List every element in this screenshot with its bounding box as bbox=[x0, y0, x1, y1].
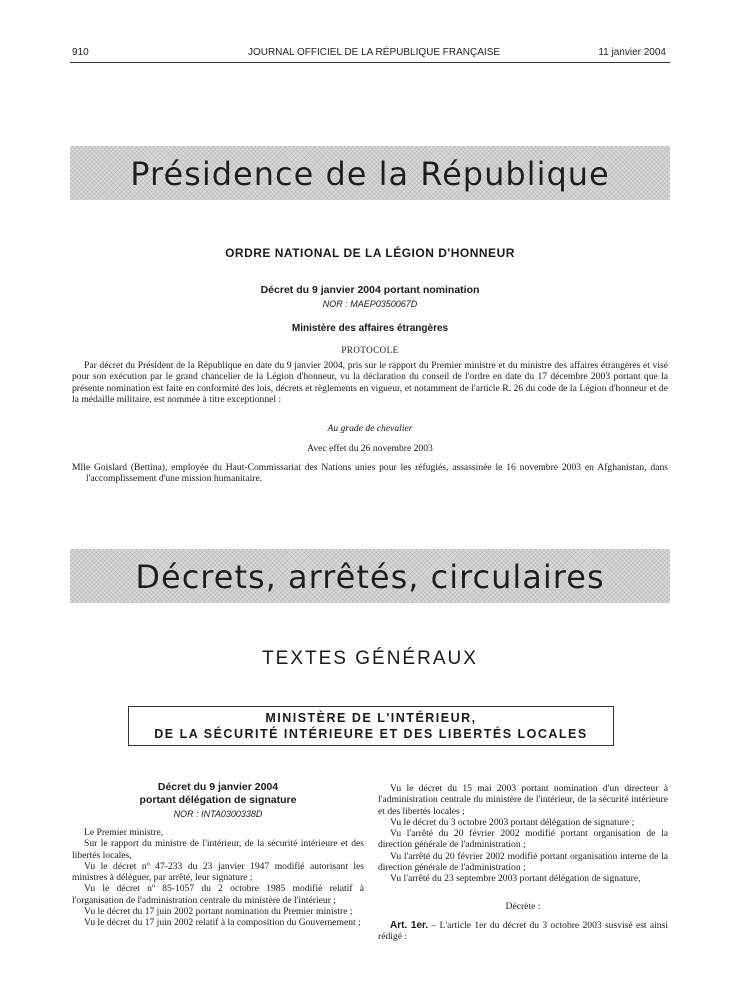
decree-title: Décret du 9 janvier 2004 portant nomination bbox=[260, 284, 480, 296]
effect-line: Avec effet du 26 novembre 2003 bbox=[307, 443, 433, 454]
paragraph: Vu le décret du 3 octobre 2003 portant délégation de signature ; bbox=[390, 816, 635, 828]
section-subtitle: TEXTES GÉNÉRAUX bbox=[262, 648, 478, 669]
ministry-title: Ministère des affaires étrangères bbox=[291, 323, 449, 334]
ministry-line-2: DE LA SÉCURITÉ INTÉRIEURE ET DES LIBERTÉS LOCALES bbox=[154, 727, 588, 741]
decree2-title-line2: portant délégation de signature bbox=[139, 794, 297, 806]
section-banner-presidence bbox=[70, 146, 670, 200]
ministry-box bbox=[128, 706, 614, 746]
paragraph: Vu le décret du 15 mai 2003 portant nomination d'un directeur à l'administration centrale du ministère de l'intérieur, de la sécurité intérieure et des libertés locales ; bbox=[378, 783, 668, 817]
nominee-paragraph: Mlle Goislard (Bettina), employée du Haut-Commissariat des Nations unies pour les réfugiés, assassinée le 16 novembre 2003 en Afghanistan, dans l'accomplissement d'une mission humanitaire. bbox=[72, 462, 668, 485]
header-rule bbox=[70, 62, 670, 63]
decree2-title-line1: Décret du 9 janvier 2004 bbox=[157, 781, 279, 793]
grade-line: Au grade de chevalier bbox=[327, 423, 413, 434]
left-column bbox=[72, 781, 364, 929]
decrete-line: Décrète : bbox=[505, 900, 541, 912]
decree2-nor: NOR : INTA0300338D bbox=[173, 809, 263, 819]
paragraph: Vu le décret du 17 juin 2002 portant nomination du Premier ministre ; bbox=[84, 906, 353, 918]
ministry-line-1: MINISTÈRE DE L'INTÉRIEUR, bbox=[265, 711, 477, 725]
article-label: Art. 1er. bbox=[390, 919, 429, 931]
decree-paragraph: Par décret du Président de la République en date du 9 janvier 2004, pris sur le rapport du Premier ministre et du ministre des affaires étrangères et visé pour son exécution par le grand chancelier de la Légion d'honneur, vu la déclaration du conseil de l'ordre en date du 17 décembre 2003 portant que la présente nomination est faite en conformité des lois, décrets et règlements en vigueur, et notamment de l'article R. 26 du code de la Légion d'honneur et de la médaille militaire, est nommée à titre exceptionnel : bbox=[72, 360, 668, 405]
issue-date: 11 janvier 2004 bbox=[598, 47, 666, 58]
paragraph: Le Premier ministre, bbox=[84, 827, 164, 838]
banner-title: Présidence de la République bbox=[130, 155, 610, 193]
paragraph: Vu l'arrêté du 20 février 2002 modifié portant organisation de la direction générale de l'administration ; bbox=[378, 828, 668, 851]
article-text: – L'article 1er du décret du 3 octobre 2003 susvisé est ainsi rédigé : bbox=[378, 919, 669, 942]
paragraph: Vu l'arrêté du 23 septembre 2003 portant délégation de signature, bbox=[390, 873, 641, 885]
section-banner-decrets bbox=[70, 549, 670, 603]
banner-title: Décrets, arrêtés, circulaires bbox=[135, 558, 605, 596]
paragraph: Vu le décret du 17 juin 2002 relatif à la composition du Gouvernement ; bbox=[84, 917, 361, 929]
right-column bbox=[378, 783, 668, 942]
order-title: ORDRE NATIONAL DE LA LÉGION D'HONNEUR bbox=[225, 246, 515, 260]
paragraph: Vu le décret nº 47-233 du 23 janvier 1947 modifié autorisant les ministres à déléguer, par arrêté, leur signature ; bbox=[72, 860, 364, 884]
paragraph: Vu le décret nº 85-1057 du 2 octobre 1985 modifié relatif à l'organisation de l'administration centrale du ministère de l'intérieur ; bbox=[72, 883, 364, 906]
article-1 bbox=[378, 920, 668, 943]
page-number: 910 bbox=[72, 47, 89, 58]
decree-nor: NOR : MAEP0350067D bbox=[322, 299, 418, 309]
paragraph: Sur le rapport du ministre de l'intérieur, de la sécurité intérieure et des libertés locales, bbox=[72, 838, 364, 861]
paragraph: Vu l'arrêté du 20 février 2002 modifié portant organisation interne de la direction générale de l'administration ; bbox=[378, 850, 668, 874]
journal-title: JOURNAL OFFICIEL DE LA RÉPUBLIQUE FRANÇAISE bbox=[247, 47, 501, 58]
protocol-label: PROTOCOLE bbox=[341, 345, 399, 355]
